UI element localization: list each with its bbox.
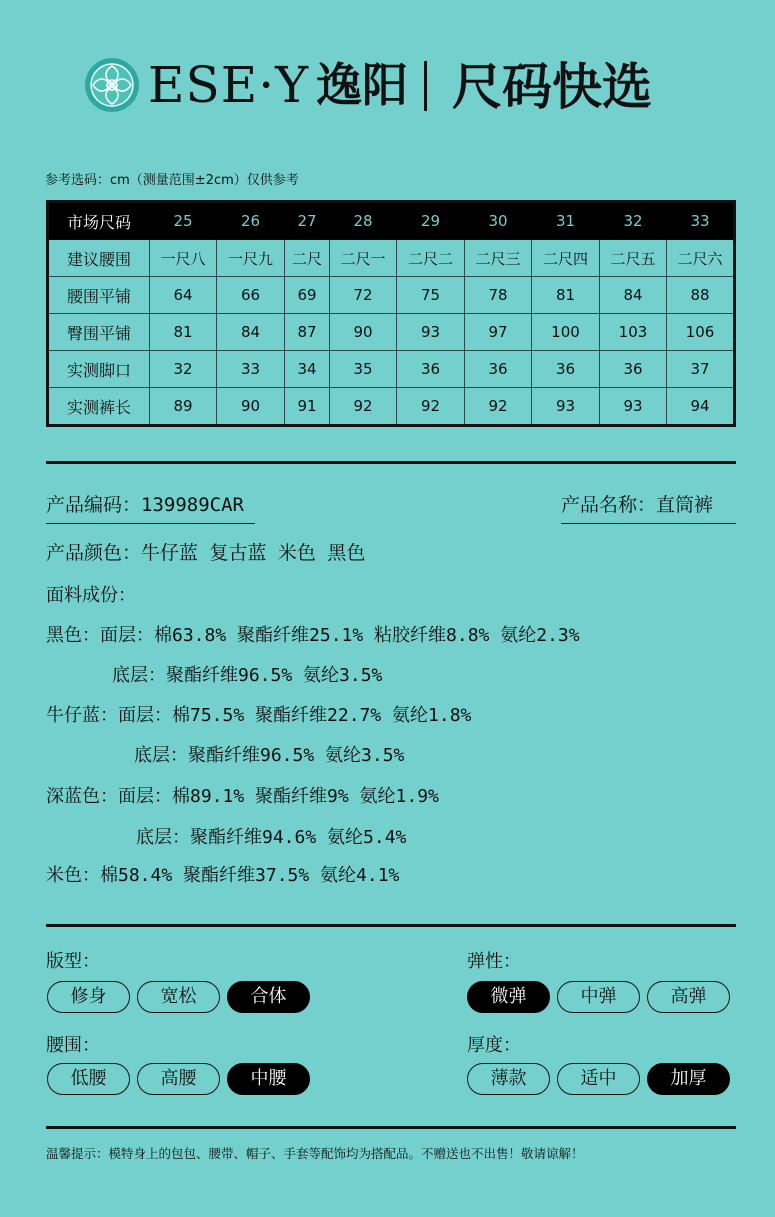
table-cell: 二尺二 <box>397 240 465 277</box>
table-header-row <box>48 202 735 240</box>
fit-option-slim[interactable]: 修身 <box>47 981 130 1013</box>
table-cell: 36 <box>397 351 465 388</box>
header-label: 市场尺码 <box>48 202 150 240</box>
page-title: 尺码快选 <box>452 58 652 116</box>
table-cell: 75 <box>397 277 465 314</box>
elasticity-option-medium[interactable]: 中弹 <box>557 981 640 1013</box>
elasticity-option-slight[interactable]: 微弹 <box>467 981 550 1013</box>
table-cell: 84 <box>600 277 667 314</box>
table-cell: 一尺九 <box>217 240 285 277</box>
thickness-label: 厚度： <box>467 1035 521 1056</box>
camellia-flower-logo-icon <box>84 57 140 113</box>
table-cell: 二尺六 <box>667 240 735 277</box>
fabric-line: 米色：棉58.4% 聚酯纤维37.5% 氨纶4.1% <box>46 865 400 886</box>
table-cell: 二尺三 <box>465 240 532 277</box>
table-cell: 100 <box>532 314 600 351</box>
row-label: 臀围平铺 <box>48 314 150 351</box>
table-cell: 33 <box>667 202 735 240</box>
table-cell: 106 <box>667 314 735 351</box>
divider <box>46 924 736 927</box>
footer-note: 温馨提示：模特身上的包包、腰带、帽子、手套等配饰均为搭配品。不赠送也不出售！敬请谅解！ <box>46 1146 584 1161</box>
table-row <box>48 351 735 388</box>
brand-name-en: ESE·Y <box>148 56 310 114</box>
table-cell: 93 <box>600 388 667 426</box>
row-label: 建议腰围 <box>48 240 150 277</box>
table-cell: 92 <box>397 388 465 426</box>
fabric-title: 面料成份： <box>46 585 136 606</box>
table-cell: 36 <box>600 351 667 388</box>
table-cell: 二尺五 <box>600 240 667 277</box>
row-label: 实测脚口 <box>48 351 150 388</box>
table-cell: 64 <box>150 277 217 314</box>
table-cell: 31 <box>532 202 600 240</box>
table-cell: 93 <box>532 388 600 426</box>
table-cell: 32 <box>600 202 667 240</box>
fabric-line: 深蓝色：面层：棉89.1% 聚酯纤维9% 氨纶1.9% <box>46 786 439 807</box>
table-cell: 37 <box>667 351 735 388</box>
table-cell: 33 <box>217 351 285 388</box>
title-separator <box>424 61 427 111</box>
table-cell: 二尺一 <box>330 240 397 277</box>
product-code-underline <box>46 523 255 524</box>
table-cell: 88 <box>667 277 735 314</box>
size-table <box>46 200 736 427</box>
fit-label: 版型： <box>46 951 100 972</box>
table-cell: 二尺 <box>285 240 330 277</box>
row-label: 腰围平铺 <box>48 277 150 314</box>
table-cell: 28 <box>330 202 397 240</box>
table-row <box>48 388 735 426</box>
table-cell: 92 <box>330 388 397 426</box>
divider <box>46 461 736 464</box>
table-cell: 81 <box>532 277 600 314</box>
thickness-option-medium[interactable]: 适中 <box>557 1063 640 1095</box>
table-cell: 103 <box>600 314 667 351</box>
fabric-line: 底层：聚酯纤维96.5% 氨纶3.5% <box>134 745 405 766</box>
table-cell: 93 <box>397 314 465 351</box>
table-cell: 35 <box>330 351 397 388</box>
table-cell: 一尺八 <box>150 240 217 277</box>
fabric-line: 底层：聚酯纤维94.6% 氨纶5.4% <box>136 827 407 848</box>
table-cell: 27 <box>285 202 330 240</box>
table-cell: 69 <box>285 277 330 314</box>
divider <box>46 1126 736 1129</box>
table-cell: 90 <box>330 314 397 351</box>
fabric-line: 黑色：面层：棉63.8% 聚酯纤维25.1% 粘胶纤维8.8% 氨纶2.3% <box>46 625 580 646</box>
elasticity-label: 弹性： <box>467 951 521 972</box>
waist-option-low[interactable]: 低腰 <box>47 1063 130 1095</box>
product-name-underline <box>561 523 736 524</box>
table-cell: 72 <box>330 277 397 314</box>
table-cell: 26 <box>217 202 285 240</box>
table-cell: 36 <box>465 351 532 388</box>
table-cell: 二尺四 <box>532 240 600 277</box>
table-cell: 87 <box>285 314 330 351</box>
table-cell: 89 <box>150 388 217 426</box>
table-cell: 29 <box>397 202 465 240</box>
table-cell: 25 <box>150 202 217 240</box>
table-cell: 30 <box>465 202 532 240</box>
table-cell: 94 <box>667 388 735 426</box>
table-cell: 84 <box>217 314 285 351</box>
product-colors: 产品颜色：牛仔蓝 复古蓝 米色 黑色 <box>46 542 366 564</box>
table-row <box>48 240 735 277</box>
table-cell: 36 <box>532 351 600 388</box>
table-cell: 90 <box>217 388 285 426</box>
row-label: 实测裤长 <box>48 388 150 426</box>
fabric-line: 牛仔蓝：面层：棉75.5% 聚酯纤维22.7% 氨纶1.8% <box>46 705 472 726</box>
elasticity-option-high[interactable]: 高弹 <box>647 981 730 1013</box>
brand-name-cn: 逸阳 <box>316 58 408 112</box>
thickness-option-thin[interactable]: 薄款 <box>467 1063 550 1095</box>
fabric-line: 底层：聚酯纤维96.5% 氨纶3.5% <box>112 665 383 686</box>
table-cell: 91 <box>285 388 330 426</box>
table-cell: 78 <box>465 277 532 314</box>
table-cell: 34 <box>285 351 330 388</box>
table-row <box>48 277 735 314</box>
table-cell: 32 <box>150 351 217 388</box>
table-cell: 92 <box>465 388 532 426</box>
table-cell: 97 <box>465 314 532 351</box>
product-code: 产品编码：139989CAR <box>46 494 244 516</box>
waist-option-high[interactable]: 高腰 <box>137 1063 220 1095</box>
thickness-option-thick[interactable]: 加厚 <box>647 1063 730 1095</box>
product-name: 产品名称：直筒裤 <box>561 494 714 516</box>
waist-label: 腰围： <box>46 1035 100 1056</box>
fit-option-loose[interactable]: 宽松 <box>137 981 220 1013</box>
fit-option-regular[interactable]: 合体 <box>227 981 310 1013</box>
reference-note: 参考选码：cm（测量范围±2cm）仅供参考 <box>45 173 299 188</box>
table-row <box>48 314 735 351</box>
table-cell: 81 <box>150 314 217 351</box>
table-cell: 66 <box>217 277 285 314</box>
waist-option-mid[interactable]: 中腰 <box>227 1063 310 1095</box>
